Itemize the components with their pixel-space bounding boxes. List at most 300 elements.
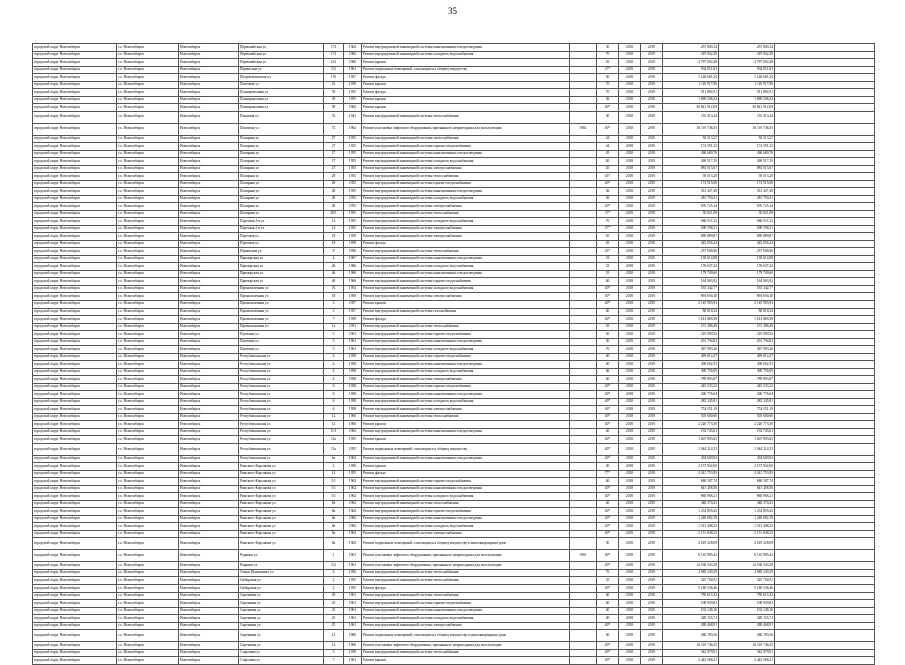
total-cost-cell: 893 656,40 [719,293,775,301]
cost-cell: 1 613 883,58 [663,316,719,324]
municipality-cell: городской округ Новосибирск [33,463,117,471]
work-type-cell: Ремонт крыши [362,436,570,444]
cost-cell: 342 979,61 [663,649,719,657]
end-year-cell: 2019 [641,436,663,444]
year-built-cell: 1958 [344,361,362,369]
lift-year-cell [570,562,597,570]
start-year-cell: 2018 [619,51,641,59]
total-cost-cell: 342 979,61 [719,649,775,657]
work-type-cell: Ремонт подвальных помещений, относящихся к общему имуществу в многоквартирном доме [362,630,570,642]
city-cell: Новосибирск [179,74,239,82]
start-year-cell: 2018 [619,630,641,642]
wear-cell: 40 [597,308,619,316]
end-year-cell: 2019 [641,300,663,308]
cost-cell: 300 602,55 [663,361,719,369]
district-cell: г.о. Новосибирск [117,376,179,384]
wear-cell: 40* [597,104,619,112]
start-year-cell: 2018 [619,346,641,354]
street-cell: Родники ул [239,550,324,562]
total-cost-cell: 116 313,44 [719,111,775,123]
total-cost-cell: 348 270,41 [719,500,775,508]
table-row [33,649,875,657]
city-cell: Новосибирск [179,135,239,143]
house-cell: 25 [324,600,344,608]
street-cell: Полярная ул [239,188,324,196]
house-cell: 5/1 [324,478,344,486]
year-built-cell: 1958 [344,398,362,406]
municipality-cell: городской округ Новосибирск [33,443,117,455]
house-cell: 11/1 [324,428,344,436]
start-year-cell: 2018 [619,150,641,158]
lift-year-cell: 1961 [570,550,597,562]
wear-cell: 40* [597,562,619,570]
lift-year-cell [570,493,597,501]
total-cost-cell: 2 443 568,21 [719,657,775,665]
table-row [33,293,875,301]
cost-cell: 883 615,67 [663,165,719,173]
wear-cell: 40* [597,180,619,188]
end-year-cell: 2019 [641,278,663,286]
street-cell: Портовая ул [239,240,324,248]
table-row [33,615,875,623]
blank-cell [775,248,875,256]
cost-cell: 419 952,29 [663,51,719,59]
work-type-cell: Ремонт внутридомовой инженерной системы канализования и водоотведения [362,188,570,196]
cost-cell: 288 468,91 [663,622,719,630]
page-number: 35 [448,6,457,16]
table-row [33,180,875,188]
work-type-cell: Ремонт или замена лифтового оборудования, признанного непригодным для эксплуатации [362,550,570,562]
street-cell: Первомайская ул [239,51,324,59]
city-cell: Новосибирск [179,158,239,166]
cost-cell: 116 313,44 [663,111,719,123]
street-cell: Полярная ул [239,165,324,173]
city-cell: Новосибирск [179,143,239,151]
table-row [33,463,875,471]
start-year-cell: 2018 [619,615,641,623]
year-built-cell: 1961 [344,346,362,354]
street-cell: Римского-Корсакова ул [239,523,324,531]
cost-cell: 660 511,23 [663,218,719,226]
end-year-cell: 2019 [641,569,663,577]
municipality-cell: городской округ Новосибирск [33,285,117,293]
blank-cell [775,478,875,486]
house-cell: 5 [324,346,344,354]
year-built-cell: 1961 [344,615,362,623]
wear-cell: 40* [597,550,619,562]
work-type-cell: Ремонт внутридомовой инженерной системы холодного водоснабжения [362,218,570,226]
city-cell: Новосибирск [179,180,239,188]
wear-cell: 30 [597,111,619,123]
street-cell: Стартовая ул [239,657,324,665]
table-row [33,285,875,293]
year-built-cell: 1955 [344,436,362,444]
end-year-cell: 2019 [641,263,663,271]
city-cell: Новосибирск [179,562,239,570]
total-cost-cell: 108 929,82 [719,600,775,608]
street-cell: Республиканская ул [239,436,324,444]
district-cell: г.о. Новосибирск [117,233,179,241]
year-built-cell: 1955 [344,585,362,593]
work-type-cell: Ремонт внутридомовой инженерной системы канализования и водоотведения [362,255,570,263]
year-built-cell: 1961 [344,331,362,339]
end-year-cell: 2019 [641,406,663,414]
blank-cell [775,210,875,218]
city-cell: Новосибирск [179,188,239,196]
municipality-cell: городской округ Новосибирск [33,59,117,67]
work-type-cell: Ремонт крыши [362,300,570,308]
lift-year-cell [570,478,597,486]
work-type-cell: Ремонт внутридомовой инженерной системы теплоснабжения [362,111,570,123]
table-row [33,515,875,523]
year-built-cell: 1959 [344,316,362,324]
total-cost-cell: 1 044 314,53 [719,443,775,455]
municipality-cell: городской округ Новосибирск [33,562,117,570]
table-row [33,270,875,278]
blank-cell [775,515,875,523]
district-cell: г.о. Новосибирск [117,165,179,173]
blank-cell [775,530,875,538]
cost-cell: 1 110 917,86 [663,81,719,89]
cost-cell: 535 342,77 [663,285,719,293]
district-cell: г.о. Новосибирск [117,293,179,301]
district-cell: г.о. Новосибирск [117,308,179,316]
cost-cell: 1 044 314,53 [663,443,719,455]
work-type-cell: Ремонт внутридомовой инженерной системы электроснабжения [362,165,570,173]
table-row [33,96,875,104]
municipality-cell: городской округ Новосибирск [33,308,117,316]
blank-cell [775,642,875,650]
municipality-cell: городской округ Новосибирск [33,455,117,463]
work-type-cell: Ремонт внутридомовой инженерной системы холодного водоснабжения [362,346,570,354]
district-cell: г.о. Новосибирск [117,523,179,531]
city-cell: Новосибирск [179,585,239,593]
house-cell: 3/2 [324,562,344,570]
municipality-cell: городской округ Новосибирск [33,361,117,369]
total-cost-cell: 2 145 903,93 [719,300,775,308]
district-cell: г.о. Новосибирск [117,436,179,444]
year-built-cell: 1954 [344,285,362,293]
district-cell: г.о. Новосибирск [117,493,179,501]
year-built-cell: 1955 [344,143,362,151]
district-cell: г.о. Новосибирск [117,195,179,203]
street-cell: Приморская ул [239,270,324,278]
street-cell: Полярная ул [239,203,324,211]
total-cost-cell: 686 187,74 [719,478,775,486]
blank-cell [775,428,875,436]
cost-cell: 16 110 746,55 [663,123,719,135]
wear-cell: 45 [597,59,619,67]
end-year-cell: 2019 [641,316,663,324]
total-cost-cell: 445 056,24 [719,240,775,248]
street-cell: Пушкина ул [239,346,324,354]
street-cell: Римского-Корсакова ул [239,508,324,516]
house-cell: 29 [324,592,344,600]
wear-cell: 25 [597,577,619,585]
total-cost-cell: 300 602,55 [719,361,775,369]
year-built-cell: 1960 [344,59,362,67]
cost-cell: 360 680,76 [663,150,719,158]
municipality-cell: городской округ Новосибирск [33,323,117,331]
cost-cell: 131 286,40 [663,323,719,331]
blank-cell [775,74,875,82]
district-cell: г.о. Новосибирск [117,463,179,471]
street-cell: Портовая 2-я ул [239,218,324,226]
city-cell: Новосибирск [179,413,239,421]
work-type-cell: Ремонт внутридомовой инженерной системы горячего водоснабжения [362,508,570,516]
table-row [33,300,875,308]
table-row [33,585,875,593]
start-year-cell: 2018 [619,383,641,391]
house-cell: 12 [324,413,344,421]
lift-year-cell [570,376,597,384]
cost-cell: 641 458,56 [663,485,719,493]
street-cell: Покатная ул [239,123,324,135]
district-cell: г.о. Новосибирск [117,74,179,82]
city-cell: Новосибирск [179,240,239,248]
wear-cell: 40* [597,436,619,444]
table-row [33,308,875,316]
street-cell: Римского-Корсакова ул [239,478,324,486]
cost-cell: 2 443 568,21 [663,657,719,665]
district-cell: г.о. Новосибирск [117,508,179,516]
total-cost-cell: 780 615,32 [719,592,775,600]
start-year-cell: 2018 [619,104,641,112]
wear-cell: 40* [597,642,619,650]
cost-cell: 1 234 859,43 [663,508,719,516]
blank-cell [775,331,875,339]
table-row [33,210,875,218]
year-built-cell: 1955 [344,188,362,196]
house-cell: 18 [324,233,344,241]
year-built-cell: 1962 [344,44,362,52]
start-year-cell: 2018 [619,165,641,173]
lift-year-cell [570,607,597,615]
year-built-cell: 1962 [344,51,362,59]
total-cost-cell: 508 598,21 [719,225,775,233]
end-year-cell: 2019 [641,293,663,301]
start-year-cell: 2018 [619,44,641,52]
lift-year-cell [570,59,597,67]
year-built-cell: 1955 [344,173,362,181]
year-built-cell: 1955 [344,195,362,203]
wear-cell: 33 [597,255,619,263]
lift-year-cell [570,577,597,585]
wear-cell: 40* [597,443,619,455]
house-cell: 3 [324,300,344,308]
table-row [33,383,875,391]
municipality-cell: городской округ Новосибирск [33,493,117,501]
blank-cell [775,111,875,123]
district-cell: г.о. Новосибирск [117,104,179,112]
total-cost-cell: 676 725,14 [719,203,775,211]
cost-cell: 752 551,19 [663,406,719,414]
street-cell: Римского-Корсакова ул [239,538,324,550]
district-cell: г.о. Новосибирск [117,66,179,74]
start-year-cell: 2018 [619,428,641,436]
lift-year-cell [570,135,597,143]
cost-cell: 497 993,16 [663,346,719,354]
end-year-cell: 2019 [641,649,663,657]
year-built-cell: 1957 [344,308,362,316]
house-cell: 28/1 [324,210,344,218]
cost-cell: 780 615,32 [663,592,719,600]
table-row [33,642,875,650]
table-row [33,569,875,577]
work-type-cell: Ремонт внутридомовой инженерной системы электроснабжения [362,622,570,630]
district-cell: г.о. Новосибирск [117,81,179,89]
district-cell: г.о. Новосибирск [117,413,179,421]
blank-cell [775,421,875,429]
work-type-cell: Ремонт внутридомовой инженерной системы электроснабжения [362,406,570,414]
city-cell: Новосибирск [179,530,239,538]
year-built-cell: 1959 [344,81,362,89]
work-type-cell: Ремонт внутридомовой инженерной системы электроснабжения [362,233,570,241]
municipality-cell: городской округ Новосибирск [33,523,117,531]
wear-cell: 44 [597,143,619,151]
lift-year-cell [570,346,597,354]
end-year-cell: 2019 [641,585,663,593]
end-year-cell: 2019 [641,368,663,376]
end-year-cell: 2019 [641,550,663,562]
blank-cell [775,89,875,97]
street-cell: Римского-Корсакова ул [239,515,324,523]
cost-cell: 1 248 692,19 [663,515,719,523]
lift-year-cell [570,368,597,376]
district-cell: г.о. Новосибирск [117,225,179,233]
district-cell: г.о. Новосибирск [117,123,179,135]
start-year-cell: 2018 [619,210,641,218]
end-year-cell: 2019 [641,600,663,608]
house-cell: 5 [324,331,344,339]
cost-cell: 860 968,21 [663,493,719,501]
street-cell: Республиканская ул [239,413,324,421]
year-built-cell: 1941 [344,111,362,123]
wear-cell: 40* [597,316,619,324]
city-cell: Новосибирск [179,233,239,241]
street-cell: Республиканская ул [239,428,324,436]
lift-year-cell [570,338,597,346]
municipality-cell: городской округ Новосибирск [33,255,117,263]
work-type-cell: Ремонт внутридомовой инженерной системы горячего водоснабжения [362,383,570,391]
municipality-cell: городской округ Новосибирск [33,436,117,444]
street-cell: Семьи Шамшиных ул [239,569,324,577]
cost-cell: 174 915,08 [663,180,719,188]
municipality-cell: городской округ Новосибирск [33,225,117,233]
lift-year-cell [570,657,597,665]
year-built-cell: 1955 [344,203,362,211]
municipality-cell: городской округ Новосибирск [33,44,117,52]
total-cost-cell: 1 110 917,86 [719,81,775,89]
wear-cell: 40* [597,398,619,406]
cost-cell: 328 155,71 [663,615,719,623]
total-cost-cell: 2 948 349,29 [719,569,775,577]
street-cell: Первомайская ул [239,44,324,52]
lift-year-cell [570,316,597,324]
lift-year-cell [570,210,597,218]
blank-cell [775,406,875,414]
lift-year-cell [570,485,597,493]
municipality-cell: городской округ Новосибирск [33,500,117,508]
table-row [33,361,875,369]
house-cell: 27 [324,143,344,151]
end-year-cell: 2019 [641,463,663,471]
street-cell: Сиреневая ул [239,600,324,608]
table-row [33,225,875,233]
end-year-cell: 2019 [641,123,663,135]
end-year-cell: 2019 [641,143,663,151]
city-cell: Новосибирск [179,391,239,399]
year-built-cell: 1960 [344,630,362,642]
municipality-cell: городской округ Новосибирск [33,111,117,123]
cost-cell: 179 749,60 [663,270,719,278]
work-type-cell: Ремонт внутридомовой инженерной системы канализования и водоотведения [362,391,570,399]
district-cell: г.о. Новосибирск [117,642,179,650]
street-cell: Стартовая ул [239,649,324,657]
work-type-cell: Ремонт крыши [362,104,570,112]
blank-cell [775,550,875,562]
district-cell: г.о. Новосибирск [117,500,179,508]
total-cost-cell: 159 637,42 [719,263,775,271]
municipality-cell: городской округ Новосибирск [33,66,117,74]
wear-cell: 40* [597,657,619,665]
lift-year-cell [570,225,597,233]
municipality-cell: городской округ Новосибирск [33,81,117,89]
city-cell: Новосибирск [179,225,239,233]
end-year-cell: 2019 [641,398,663,406]
year-built-cell: 1956 [344,569,362,577]
street-cell: Промышленная ул [239,300,324,308]
wear-cell: 30 [597,331,619,339]
wear-cell: 33 [597,263,619,271]
table-row [33,316,875,324]
capital-repair-table [32,43,875,665]
cost-cell: 192 148,16 [663,607,719,615]
street-cell: Полярная ул [239,135,324,143]
lift-year-cell [570,81,597,89]
end-year-cell: 2019 [641,203,663,211]
city-cell: Новосибирск [179,44,239,52]
table-row [33,346,875,354]
start-year-cell: 2018 [619,523,641,531]
lift-year-cell [570,443,597,455]
year-built-cell: 1961 [344,592,362,600]
district-cell: г.о. Новосибирск [117,338,179,346]
street-cell: Римского-Корсакова ул [239,493,324,501]
lift-year-cell [570,353,597,361]
house-cell: 18 [324,240,344,248]
house-cell: 8а [324,500,344,508]
lift-year-cell [570,585,597,593]
wear-cell: 45 [597,150,619,158]
wear-cell: 40* [597,530,619,538]
municipality-cell: городской округ Новосибирск [33,600,117,608]
municipality-cell: городской округ Новосибирск [33,615,117,623]
city-cell: Новосибирск [179,111,239,123]
year-built-cell: 1962 [344,500,362,508]
table-row [33,278,875,286]
year-built-cell: 1962 [344,485,362,493]
street-cell: Сиреневая ул [239,622,324,630]
work-type-cell: Ремонт или замена лифтового оборудования, признанного непригодным для эксплуатации [362,562,570,570]
district-cell: г.о. Новосибирск [117,657,179,665]
district-cell: г.о. Новосибирск [117,300,179,308]
city-cell: Новосибирск [179,218,239,226]
wear-cell: 55 [597,270,619,278]
blank-cell [775,165,875,173]
lift-year-cell [570,455,597,463]
table-row [33,89,875,97]
